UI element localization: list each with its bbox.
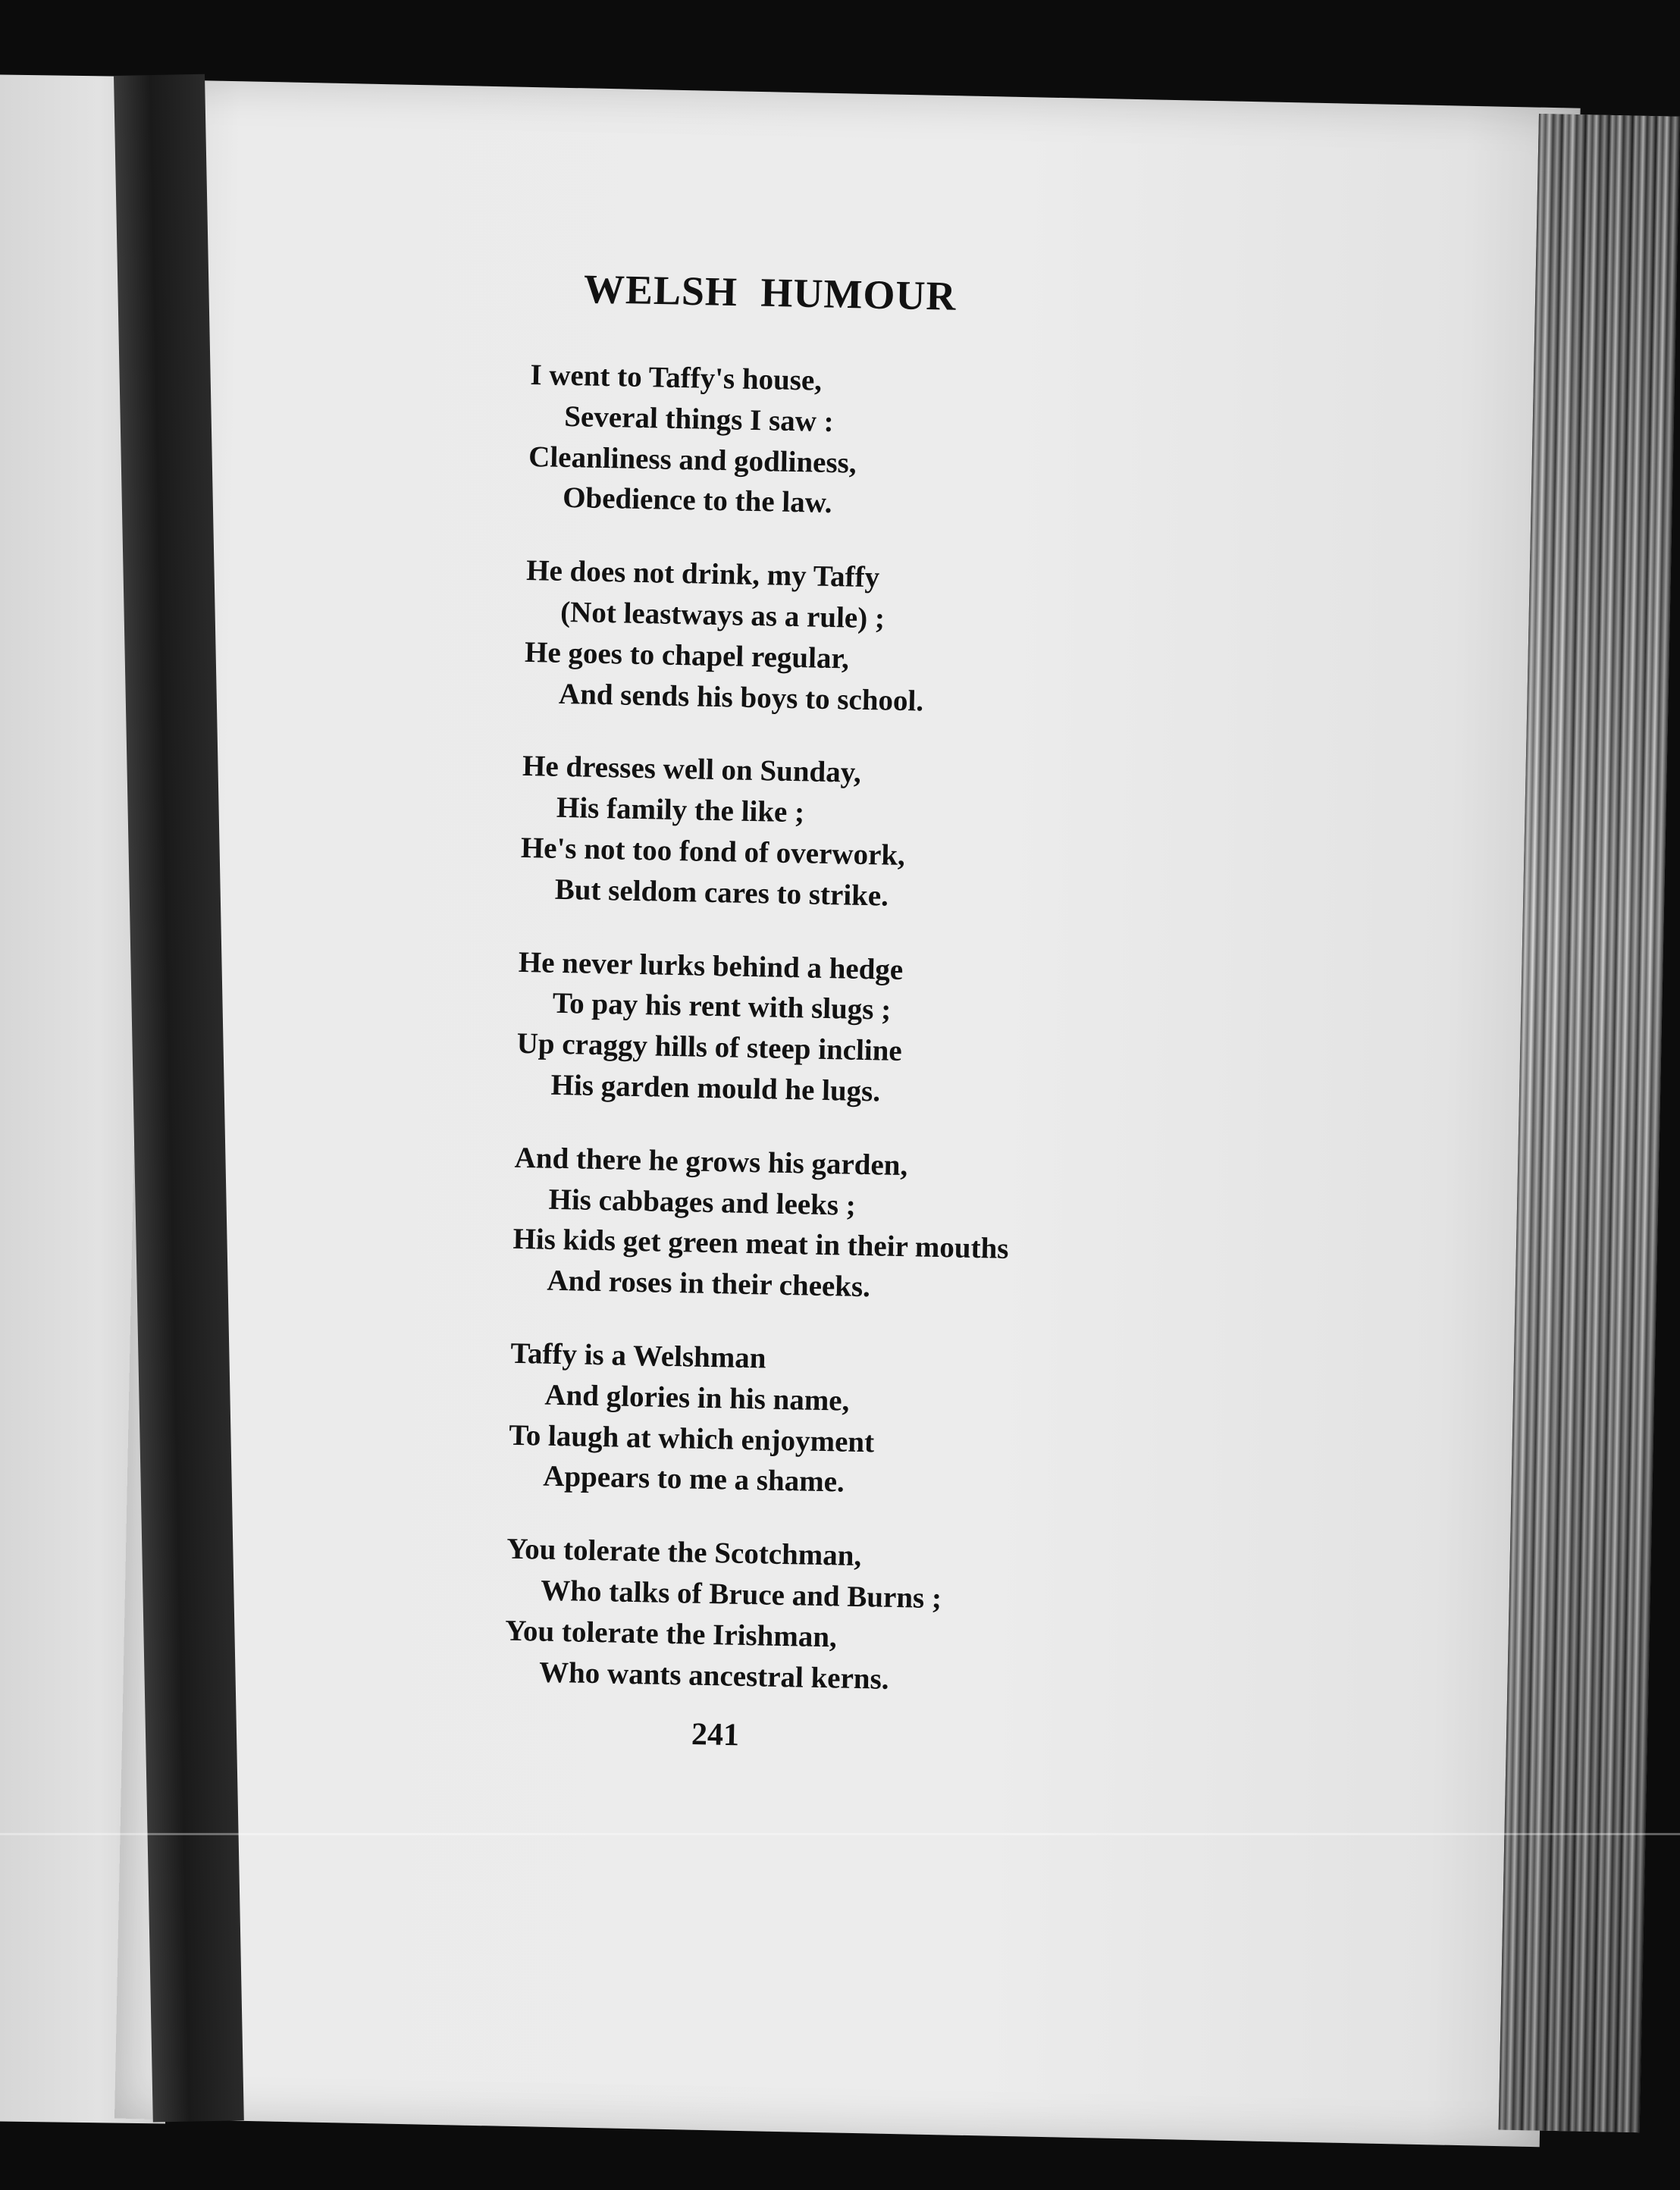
poem-line: Up craggy hills of steep incline [516, 1026, 903, 1068]
poem-line: His kids get green meat in their mouths [512, 1223, 1009, 1266]
poem [503, 355, 1213, 1738]
page-title: WELSH HUMOUR [583, 266, 958, 319]
poem-line: Several things I saw : [563, 399, 835, 438]
poem-line: His cabbages and leeks ; [548, 1183, 857, 1222]
poem-line: Appears to me a shame. [542, 1459, 845, 1499]
poem-line: He's not too fond of overwork, [520, 831, 906, 873]
poem-line: You tolerate the Scotchman, [506, 1532, 862, 1573]
poem-line: Obedience to the law. [562, 481, 832, 520]
stanza-4 [516, 941, 1201, 1118]
poem-line: Who wants ancestral kerns. [538, 1656, 889, 1696]
stanza-3 [519, 746, 1205, 923]
poem-line: To pay his rent with slugs ; [552, 987, 892, 1027]
poem-line: (Not leastways as a rule) ; [559, 595, 885, 635]
poem-line: And there he grows his garden, [514, 1141, 908, 1182]
stanza-2 [523, 550, 1208, 727]
poem-line: He does not drink, my Taffy [525, 554, 880, 594]
poem-line: I went to Taffy's house, [530, 358, 823, 397]
poem-line: Who talks of Bruce and Burns ; [540, 1574, 942, 1615]
poem-line: He never lurks behind a hedge [518, 945, 904, 986]
stanza-5 [512, 1138, 1197, 1314]
poem-line: You tolerate the Irishman, [504, 1614, 838, 1654]
stanza-7 [504, 1529, 1189, 1706]
poem-line: He dresses well on Sunday, [522, 750, 862, 790]
poem-line: His garden mould he lugs. [550, 1068, 881, 1108]
poem-line: But seldom cares to strike. [554, 873, 889, 913]
poem-line: To laugh at which enjoyment [508, 1418, 875, 1458]
poem-line: And roses in their cheeks. [547, 1264, 871, 1304]
poem-line: His family the like ; [556, 791, 805, 829]
poem-line: And sends his boys to school. [558, 677, 924, 718]
stanza-6 [508, 1333, 1193, 1510]
poem-line: Cleanliness and godliness, [528, 440, 857, 480]
page-number: 241 [691, 1717, 740, 1753]
stanza-1 [528, 355, 1213, 531]
poem-line: And glories in his name, [544, 1378, 850, 1418]
poem-line: He goes to chapel regular, [524, 635, 850, 675]
poem-line: Taffy is a Welshman [510, 1336, 766, 1375]
